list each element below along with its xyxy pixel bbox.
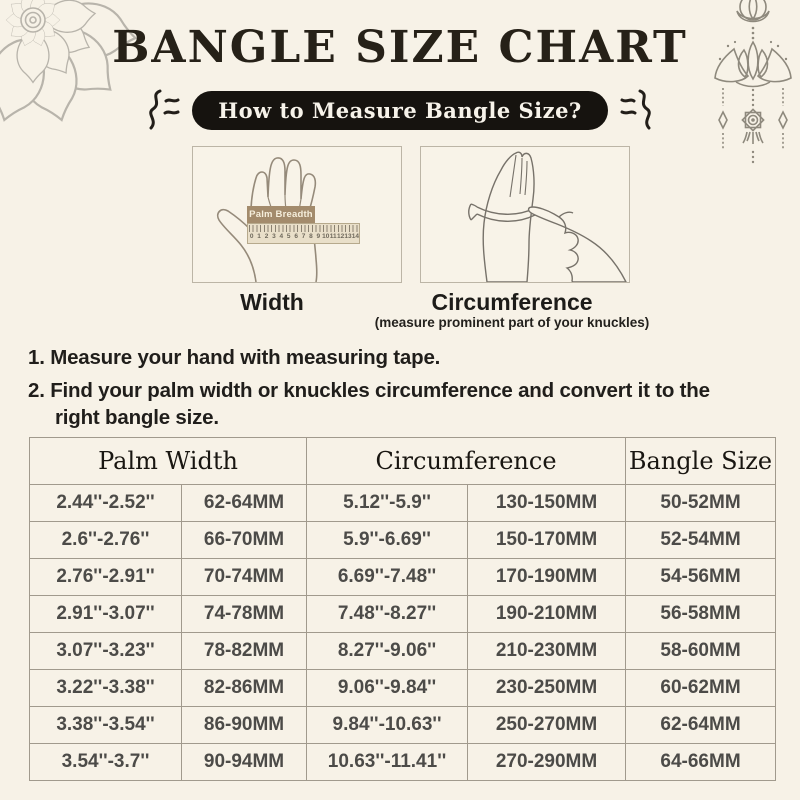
circumference-note: (measure prominent part of your knuckles) <box>374 315 650 330</box>
table-cell: 66-70MM <box>182 522 307 559</box>
table-cell: 8.27''-9.06'' <box>307 633 468 670</box>
table-cell: 3.38''-3.54'' <box>30 707 182 744</box>
table-cell: 10.63''-11.41'' <box>307 744 468 781</box>
table-row <box>30 633 776 670</box>
table-row <box>30 596 776 633</box>
table-cell: 50-52MM <box>626 485 776 522</box>
size-chart-table <box>29 437 776 781</box>
table-cell: 86-90MM <box>182 707 307 744</box>
table-cell: 82-86MM <box>182 670 307 707</box>
measure-pill: How to Measure Bangle Size? <box>192 91 608 130</box>
table-cell: 2.91''-3.07'' <box>30 596 182 633</box>
table-cell: 2.6''-2.76'' <box>30 522 182 559</box>
table-cell: 9.84''-10.63'' <box>307 707 468 744</box>
ruler <box>247 223 360 244</box>
table-cell: 3.54''-3.7'' <box>30 744 182 781</box>
measuring-hands-icon <box>421 147 629 282</box>
table-cell: 9.06''-9.84'' <box>307 670 468 707</box>
col-header-circumference: Circumference <box>307 438 626 485</box>
table-cell: 3.22''-3.38'' <box>30 670 182 707</box>
table-cell: 62-64MM <box>626 707 776 744</box>
table-cell: 70-74MM <box>182 559 307 596</box>
width-caption: Width <box>240 289 304 315</box>
table-cell: 6.69''-7.48'' <box>307 559 468 596</box>
table-row <box>30 744 776 781</box>
table-cell: 150-170MM <box>468 522 626 559</box>
col-header-palm-width: Palm Width <box>30 438 307 485</box>
table-cell: 74-78MM <box>182 596 307 633</box>
table-row <box>30 485 776 522</box>
knuckle-circumference-illustration <box>420 146 630 283</box>
table-cell: 250-270MM <box>468 707 626 744</box>
ruler-ticks <box>249 225 358 232</box>
flourish-left-icon <box>144 86 182 134</box>
ruler-numbers: 0 1 2 3 4 5 6 7 8 9 10 11 12 13 14 <box>249 233 359 240</box>
table-cell: 60-62MM <box>626 670 776 707</box>
table-row <box>30 522 776 559</box>
flourish-right-icon <box>618 86 656 134</box>
table-cell: 52-54MM <box>626 522 776 559</box>
table-cell: 210-230MM <box>468 633 626 670</box>
table-cell: 58-60MM <box>626 633 776 670</box>
table-row <box>30 670 776 707</box>
table-cell: 130-150MM <box>468 485 626 522</box>
table-cell: 64-66MM <box>626 744 776 781</box>
table-cell: 2.76''-2.91'' <box>30 559 182 596</box>
table-cell: 3.07''-3.23'' <box>30 633 182 670</box>
table-cell: 5.9''-6.69'' <box>307 522 468 559</box>
table-header-row <box>30 438 776 485</box>
col-header-bangle-size: Bangle Size <box>626 438 776 485</box>
table-cell: 230-250MM <box>468 670 626 707</box>
table-cell: 270-290MM <box>468 744 626 781</box>
instruction-step-1: 1. Measure your hand with measuring tape. <box>28 346 441 369</box>
table-cell: 62-64MM <box>182 485 307 522</box>
table-cell: 5.12''-5.9'' <box>307 485 468 522</box>
page-title: BANGLE SIZE CHART <box>112 22 688 73</box>
table-cell: 78-82MM <box>182 633 307 670</box>
table-cell: 56-58MM <box>626 596 776 633</box>
palm-breadth-label: Palm Breadth <box>247 206 315 223</box>
table-row <box>30 707 776 744</box>
table-cell: 90-94MM <box>182 744 307 781</box>
hand-width-illustration <box>192 146 402 283</box>
table-row <box>30 559 776 596</box>
table-cell: 7.48''-8.27'' <box>307 596 468 633</box>
table-cell: 54-56MM <box>626 559 776 596</box>
table-cell: 190-210MM <box>468 596 626 633</box>
table-cell: 170-190MM <box>468 559 626 596</box>
instruction-step-2: 2. Find your palm width or knuckles circumference and convert it to the right bangle size. <box>28 379 710 429</box>
table-cell: 2.44''-2.52'' <box>30 485 182 522</box>
circumference-caption: Circumference <box>431 289 593 315</box>
instructions <box>28 344 738 437</box>
